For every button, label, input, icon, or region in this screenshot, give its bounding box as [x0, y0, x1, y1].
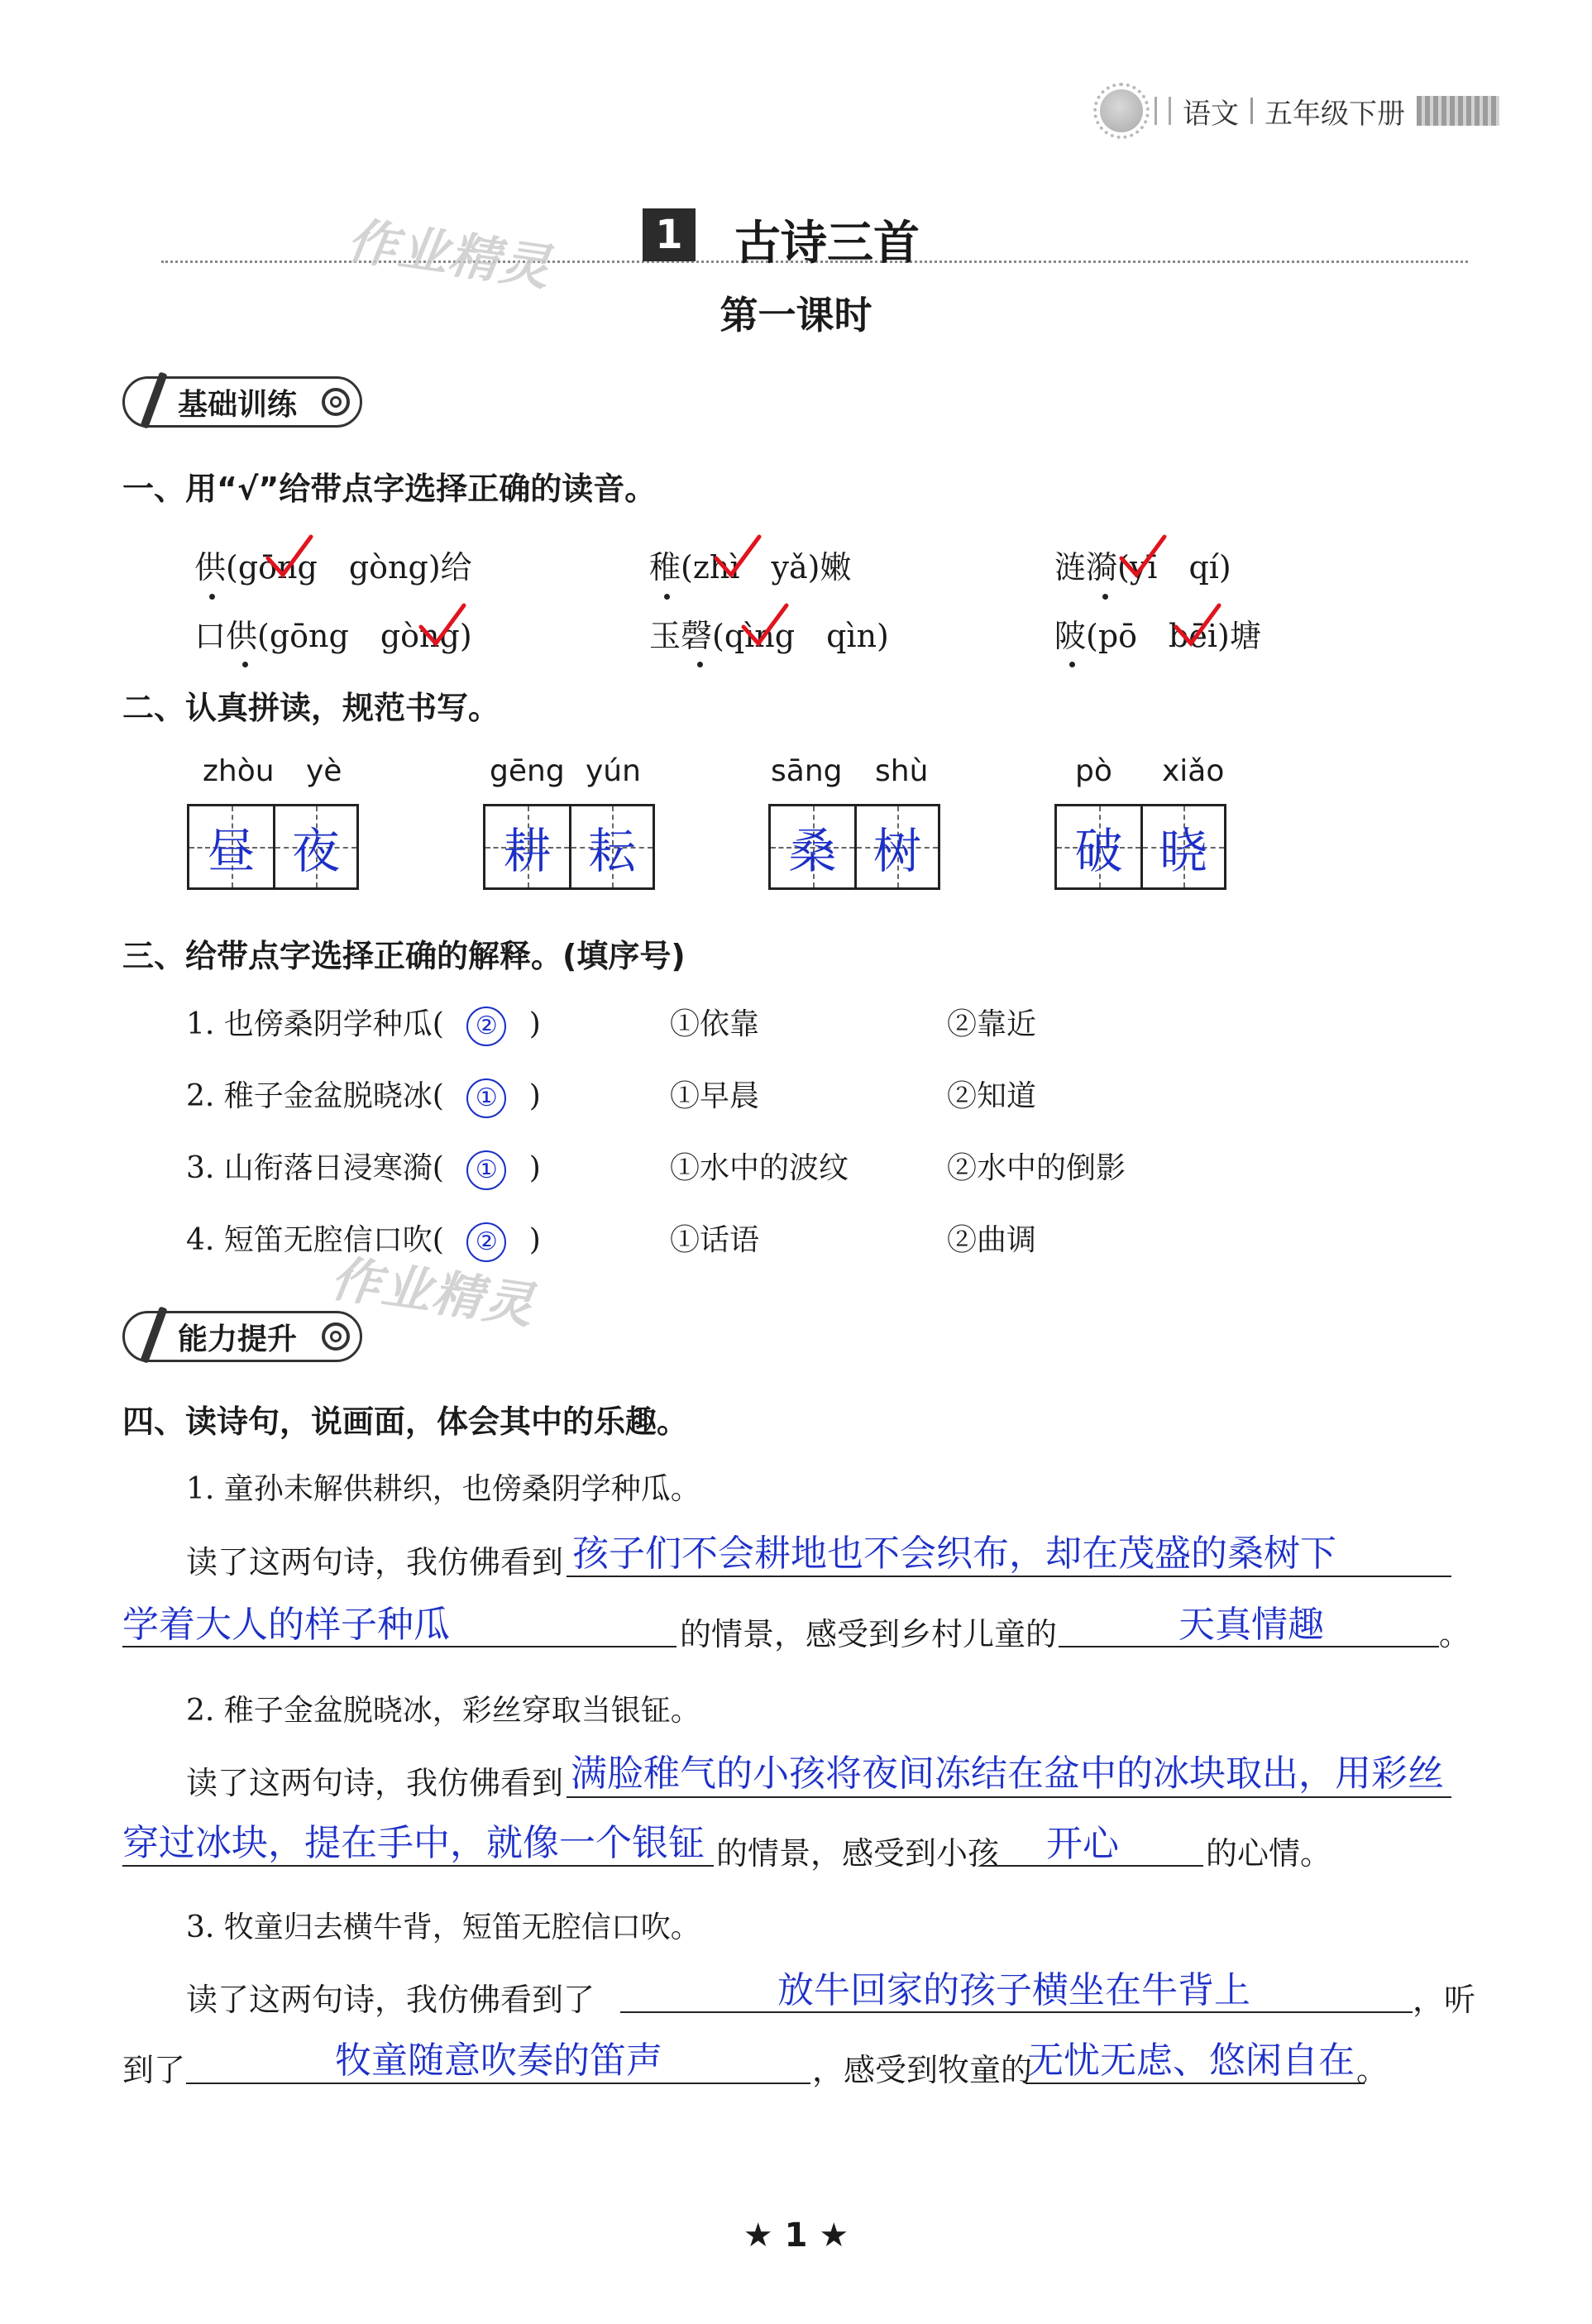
q3-option: ①水中的波纹	[670, 1151, 849, 1185]
q3-sentence: 4. 短笛无腔信口吹(	[186, 1223, 444, 1257]
watermark: 作业精灵	[327, 1250, 538, 1336]
answer-mid: ，感受到牧童的	[812, 2052, 1033, 2088]
handwritten-char: 桑	[788, 823, 837, 879]
handwritten-answer: 学着大人的样子种瓜	[122, 1604, 450, 1646]
check-mark-icon	[418, 602, 467, 648]
watermark: 作业精灵	[343, 212, 555, 298]
poem-line: 2. 稚子金盆脱晓冰，彩丝穿取当银钲。	[186, 1694, 700, 1728]
q1-item: 稚(zhì yǎ)嫩	[649, 549, 852, 586]
header-decoration	[1417, 96, 1499, 126]
pencil-icon	[138, 376, 170, 428]
emphasis-dot	[242, 662, 248, 667]
emphasis-dot	[1069, 662, 1075, 667]
handwritten-answer: 放牛回家的孩子横坐在牛背上	[777, 1969, 1250, 2011]
answer-mid: 的情景，感受到乡村儿童的	[680, 1616, 1058, 1652]
handwritten-char: 破	[1074, 823, 1123, 879]
q3-row	[186, 1145, 541, 1190]
q3-option: ①依靠	[670, 1007, 760, 1041]
pinyin: shù	[875, 754, 929, 788]
q3-row	[186, 1073, 541, 1118]
q1-item: 供(gōng gòng)给	[194, 549, 472, 586]
q3-option: ②曲调	[947, 1223, 1037, 1257]
check-mark-icon	[265, 533, 314, 580]
bracket-close: )	[528, 1079, 541, 1113]
check-mark-icon	[740, 602, 790, 648]
pinyin: zhòu	[203, 754, 275, 788]
question-3-prompt: 三、给带点字选择正确的解释。(填序号)	[122, 938, 686, 974]
pencil-icon	[138, 1311, 170, 1362]
handwritten-char: 耕	[503, 823, 552, 879]
question-4-prompt: 四、读诗句，说画面，体会其中的乐趣。	[122, 1403, 689, 1440]
check-mark-icon	[1118, 533, 1168, 580]
page-number: ★ 1 ★	[743, 2216, 849, 2255]
q1-item: 涟漪(yī qí)	[1054, 549, 1231, 586]
pinyin: xiǎo	[1162, 754, 1225, 788]
question-1-prompt: 一、用“√”给带点字选择正确的读音。	[122, 471, 657, 507]
q1-item: 口供(gōng gòng)	[194, 618, 472, 654]
answer-mid: 的情景，感受到小孩	[716, 1835, 1000, 1872]
handwritten-answer: 穿过冰块，提在手中，就像一个银钲	[122, 1822, 705, 1864]
page-title: 古诗三首	[734, 216, 920, 270]
section-tag-advanced	[122, 1311, 362, 1362]
q3-sentence: 2. 稚子金盆脱晓冰(	[186, 1079, 444, 1113]
handwritten-answer: 开心	[1046, 1823, 1119, 1865]
handwritten-answer: 牧童随意吹奏的笛声	[335, 2039, 662, 2082]
answer-end: 的心情。	[1206, 1835, 1332, 1872]
bracket-close: )	[528, 1007, 541, 1041]
section-label: 能力提升	[178, 1322, 298, 1356]
answer-lead: 读了这两句诗，我仿佛看到了	[186, 1982, 595, 2018]
writing-grid	[483, 804, 655, 890]
grade-label: 五年级下册	[1265, 97, 1405, 131]
page-header	[1100, 89, 1499, 132]
bracket-close: )	[528, 1223, 541, 1257]
ring-icon	[322, 388, 350, 416]
emphasis-dot	[209, 594, 215, 600]
answer-end: 。	[1439, 1616, 1471, 1652]
q3-option: ②知道	[947, 1079, 1037, 1113]
handwritten-char: 树	[872, 823, 921, 879]
handwritten-char: 晓	[1159, 823, 1207, 879]
handwritten-answer: 孩子们不会耕地也不会织布，却在茂盛的桑树下	[572, 1533, 1336, 1575]
check-mark-icon	[1173, 602, 1222, 648]
check-mark-icon	[713, 533, 763, 580]
answer-line	[567, 1796, 1451, 1798]
answer-circle: ②	[466, 1222, 506, 1262]
emphasis-dot	[1102, 594, 1108, 600]
q3-row	[186, 1001, 541, 1046]
answer-end: 。	[1356, 2052, 1389, 2088]
poem-line: 3. 牧童归去横牛背，短笛无腔信口吹。	[186, 1910, 700, 1944]
answer-circle: ①	[466, 1078, 506, 1118]
answer-lead: 到了	[122, 2052, 186, 2088]
pinyin: gēng	[490, 754, 565, 788]
q3-option: ②水中的倒影	[947, 1151, 1126, 1185]
emphasis-dot	[697, 662, 703, 667]
handwritten-answer: 满脸稚气的小孩将夜间冻结在盆中的冰块取出，用彩丝	[571, 1753, 1444, 1795]
q1-item: 陂(pō bēi)塘	[1054, 618, 1261, 654]
handwritten-char: 耘	[587, 823, 636, 879]
poem-line: 1. 童孙未解供耕织，也傍桑阴学种瓜。	[186, 1472, 700, 1506]
divider-icon	[1155, 97, 1171, 125]
q3-sentence: 3. 山衔落日浸寒漪(	[186, 1151, 444, 1185]
pinyin: yè	[306, 754, 342, 788]
pinyin: sāng	[771, 754, 843, 788]
question-2-prompt: 二、认真拼读，规范书写。	[122, 690, 500, 726]
handwritten-answer: 天真情趣	[1178, 1604, 1324, 1646]
sun-logo-icon	[1100, 89, 1143, 132]
writing-grid	[1054, 804, 1226, 890]
section-tag-basic	[122, 376, 362, 428]
answer-lead: 读了这两句诗，我仿佛看到	[186, 1765, 564, 1801]
subject-label: 语文	[1183, 97, 1239, 131]
handwritten-char: 昼	[207, 823, 256, 879]
answer-circle: ②	[466, 1007, 506, 1046]
pinyin: yún	[586, 754, 641, 788]
bracket-close: )	[528, 1151, 541, 1185]
answer-lead: 读了这两句诗，我仿佛看到	[186, 1544, 564, 1580]
lesson-number: 1	[643, 208, 696, 261]
page-subtitle: 第一课时	[720, 293, 872, 337]
handwritten-char: 夜	[291, 823, 340, 879]
writing-grid	[768, 804, 940, 890]
q3-sentence: 1. 也傍桑阴学种瓜(	[186, 1007, 444, 1041]
handwritten-answer: 无忧无虑、悠闲自在	[1027, 2039, 1355, 2082]
q3-option: ①早晨	[670, 1079, 760, 1113]
q1-item: 玉磬(qìng qìn)	[649, 618, 889, 654]
answer-tail: ，听	[1413, 1982, 1476, 2018]
ring-icon	[322, 1322, 350, 1351]
q3-option: ①话语	[670, 1223, 760, 1257]
divider	[1250, 98, 1253, 124]
section-label: 基础训练	[178, 387, 298, 422]
answer-circle: ①	[466, 1150, 506, 1190]
q3-option: ②靠近	[947, 1007, 1037, 1041]
writing-grid	[187, 804, 359, 890]
emphasis-dot	[664, 594, 670, 600]
pinyin: pò	[1075, 754, 1112, 788]
